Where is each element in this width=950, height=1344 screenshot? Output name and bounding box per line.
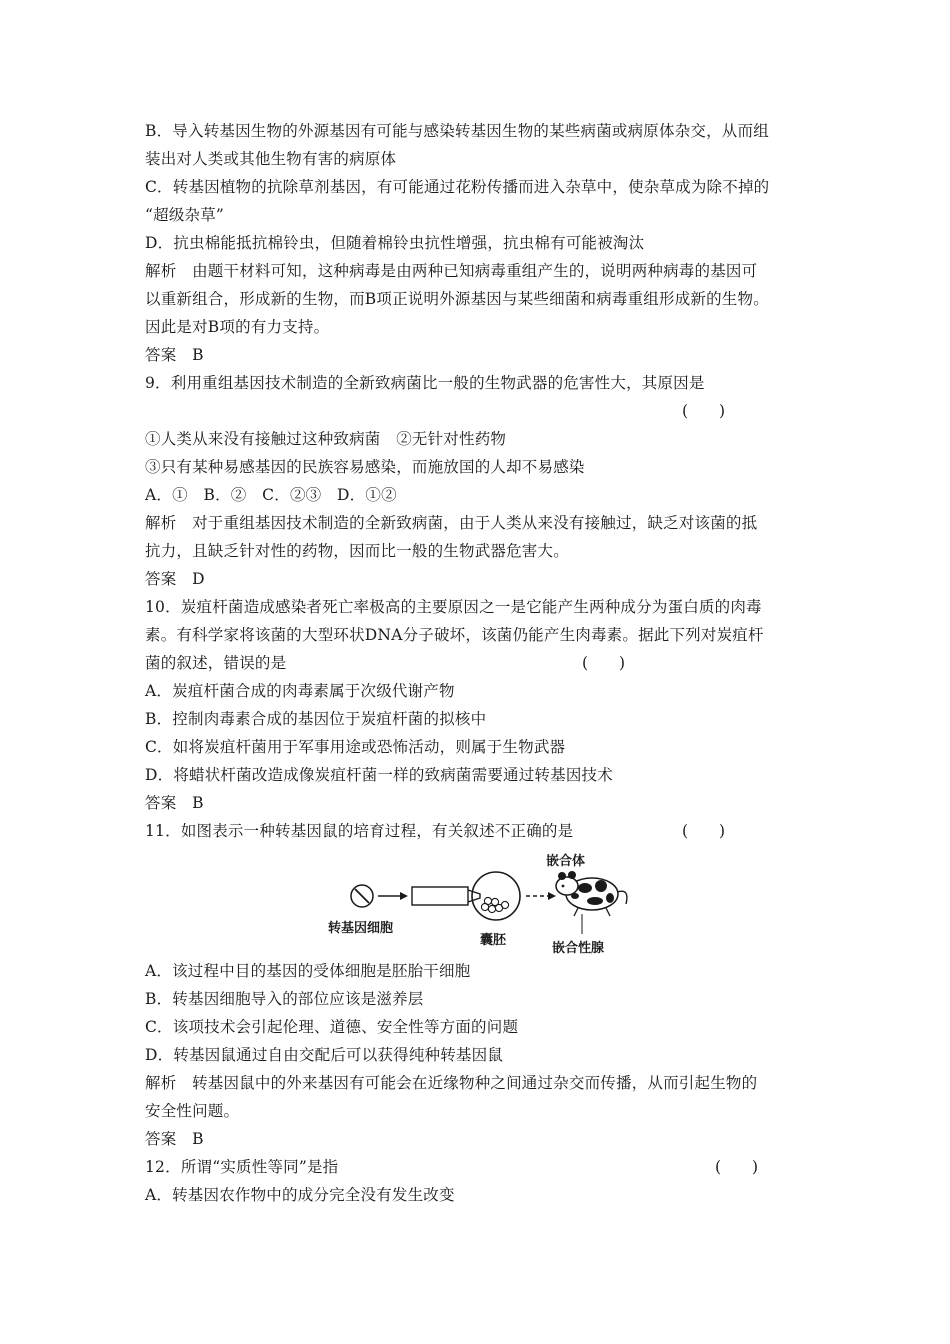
label-chimeric-gonad: 嵌合性腺 bbox=[552, 941, 605, 956]
question-12: 12．所谓“实质性等同”是指 bbox=[145, 1158, 339, 1176]
text-line: C．转基因植物的抗除草剂基因，有可能通过花粉传播而进入杂草中，使杂草成为除不掉的 bbox=[145, 178, 770, 196]
text-line: 因此是对B项的有力支持。 bbox=[145, 318, 330, 336]
text-line: D．将蜡状杆菌改造成像炭疽杆菌一样的致病菌需要通过转基因技术 bbox=[145, 766, 613, 784]
text-line: B．导入转基因生物的外源基因有可能与感染转基因生物的某些病菌或病原体杂交，从而组 bbox=[145, 122, 769, 140]
text-line: 解析 由题干材料可知，这种病毒是由两种已知病毒重组产生的，说明两种病毒的基因可 bbox=[145, 262, 758, 280]
answer-line: 答案 B bbox=[145, 1130, 204, 1148]
text-line: ①人类从来没有接触过这种致病菌 ②无针对性药物 bbox=[145, 430, 507, 448]
chimeric-mouse-icon bbox=[556, 871, 627, 934]
label-blastocyst: 囊胚 bbox=[480, 933, 507, 948]
pipette-icon bbox=[412, 887, 480, 905]
answer-paren: ( ) bbox=[582, 654, 626, 672]
text-line: 素。有科学家将该菌的大型环状DNA分子破坏，该菌仍能产生肉毒素。据此下列对炭疽杆 bbox=[145, 626, 764, 644]
text-line: 菌的叙述，错误的是 bbox=[145, 654, 287, 672]
question-11: 11．如图表示一种转基因鼠的培育过程，有关叙述不正确的是 bbox=[145, 822, 574, 840]
label-chimera: 嵌合体 bbox=[546, 854, 586, 869]
text-line: ③只有某种易感基因的民族容易感染，而施放国的人却不易感染 bbox=[145, 458, 585, 476]
answer-paren: ( ) bbox=[715, 1158, 759, 1176]
text-line: B．转基因细胞导入的部位应该是滋养层 bbox=[145, 990, 424, 1008]
answer-line: 答案 B bbox=[145, 346, 204, 364]
text-line: D．转基因鼠通过自由交配后可以获得纯种转基因鼠 bbox=[145, 1046, 504, 1064]
answer-line: 答案 D bbox=[145, 570, 205, 588]
text-line: A．该过程中目的基因的受体细胞是胚胎干细胞 bbox=[145, 962, 471, 980]
text-line: 抗力，且缺乏针对性的药物，因而比一般的生物武器危害大。 bbox=[145, 542, 569, 560]
text-line: “超级杂草” bbox=[145, 206, 225, 224]
text-line: D．抗虫棉能抵抗棉铃虫，但随着棉铃虫抗性增强，抗虫棉有可能被淘汰 bbox=[145, 234, 645, 252]
text-line: 安全性问题。 bbox=[145, 1102, 240, 1120]
arrow-icon bbox=[378, 892, 408, 900]
dashed-arrow-icon bbox=[526, 892, 556, 900]
text-line: C．如将炭疽杆菌用于军事用途或恐怖活动，则属于生物武器 bbox=[145, 738, 566, 756]
label-transgenic-cell: 转基因细胞 bbox=[328, 921, 394, 936]
text-line: B．控制肉毒素合成的基因位于炭疽杆菌的拟核中 bbox=[145, 710, 487, 728]
question-9: 9．利用重组基因技术制造的全新致病菌比一般的生物武器的危害性大，其原因是 bbox=[145, 374, 705, 392]
text-line: 以重新组合，形成新的生物，而B项正说明外源基因与某些细菌和病毒重组形成新的生物。 bbox=[145, 290, 769, 308]
options-line: A．① B．② C．②③ D．①② bbox=[145, 486, 397, 504]
blastocyst-icon bbox=[472, 872, 520, 920]
transgenic-cell-icon bbox=[351, 885, 373, 907]
text-line: 解析 对于重组基因技术制造的全新致病菌，由于人类从来没有接触过，缺乏对该菌的抵 bbox=[145, 514, 758, 532]
question-10: 10．炭疽杆菌造成感染者死亡率极高的主要原因之一是它能产生两种成分为蛋白质的肉毒 bbox=[145, 598, 762, 616]
text-line: A．转基因农作物中的成分完全没有发生改变 bbox=[145, 1186, 455, 1204]
answer-paren: ( ) bbox=[682, 822, 726, 840]
transgenic-mouse-diagram bbox=[320, 848, 640, 958]
text-line: A．炭疽杆菌合成的肉毒素属于次级代谢产物 bbox=[145, 682, 455, 700]
text-line: 解析 转基因鼠中的外来基因有可能会在近缘物种之间通过杂交而传播，从而引起生物的 bbox=[145, 1074, 758, 1092]
text-line: C．该项技术会引起伦理、道德、安全性等方面的问题 bbox=[145, 1018, 519, 1036]
answer-paren: ( ) bbox=[682, 402, 726, 420]
answer-line: 答案 B bbox=[145, 794, 204, 812]
text-line: 装出对人类或其他生物有害的病原体 bbox=[145, 150, 397, 168]
